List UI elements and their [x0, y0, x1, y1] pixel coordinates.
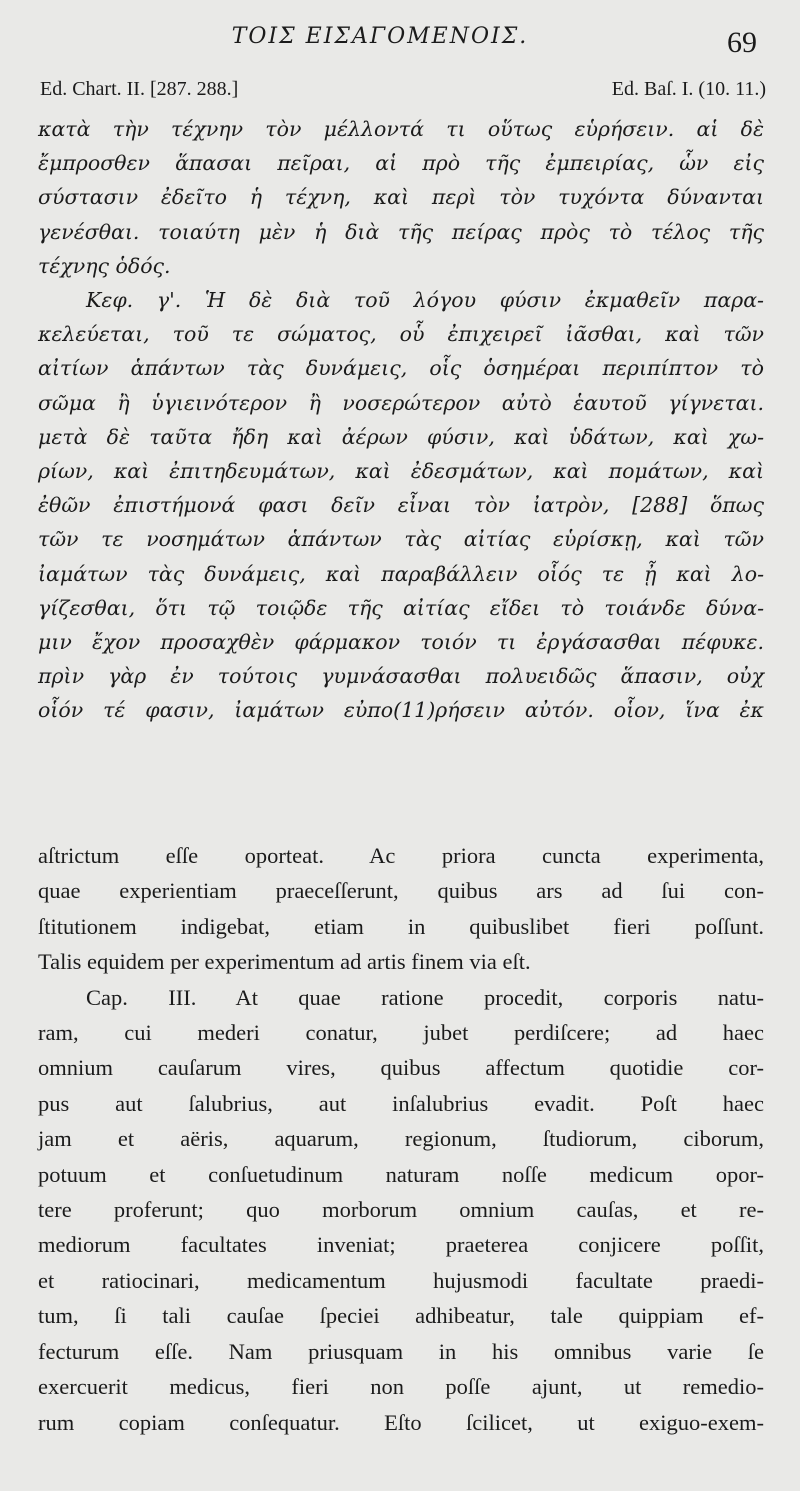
greek-line: ἰαμάτων τὰς δυνάμεις, καὶ παραβάλλειν οἷός τε ᾖ καὶ λο- — [38, 561, 764, 586]
latin-line: omnium cauſarum vires, quibus affectum quotidie cor- — [38, 1055, 764, 1081]
page-number: 69 — [727, 26, 757, 59]
edition-reference-right: Ed. Baſ. I. (10. 11.) — [611, 78, 766, 100]
greek-line: πρὶν γὰρ ἐν τούτοις γυμνάσασθαι πολυειδῶς ἅπασιν, οὐχ — [38, 664, 764, 689]
latin-line: rum copiam conſequatur. Eſto ſcilicet, ut exiguo-exem- — [38, 1409, 764, 1435]
greek-line: ἐθῶν ἐπιστήμονά φασι δεῖν εἶναι τὸν ἰατρὸν, [288] ὅπως — [38, 493, 764, 518]
greek-line: κατὰ τὴν τέχνην τὸν μέλλοντά τι οὕτως εὑρήσειν. αἱ δὲ — [38, 117, 764, 141]
greek-line: κελεύεται, τοῦ τε σώματος, οὗ ἐπιχειρεῖ ἰᾶσθαι, καὶ τῶν — [38, 322, 764, 347]
latin-line: pus aut ſalubrius, aut inſalubrius evadit. Poſt haec — [38, 1090, 764, 1116]
latin-line: et ratiocinari, medicamentum hujusmodi facultate praedi- — [38, 1267, 764, 1293]
greek-text-block — [38, 112, 764, 728]
greek-line: αἰτίων ἁπάντων τὰς δυνάμεις, οἷς ὁσημέραι περιπίπτον τὸ — [38, 356, 764, 381]
latin-chapter-heading-line: Cap. III. At quae ratione procedit, corporis natu- — [86, 984, 764, 1010]
greek-line: γίζεσθαι, ὅτι τῷ τοιῷδε τῆς αἰτίας εἴδει τὸ τοιάνδε δύνα- — [38, 595, 764, 620]
latin-line: exercuerit medicus, fieri non poſſe ajunt, ut remedio- — [38, 1374, 764, 1400]
latin-line: ram, cui mederi conatur, jubet perdiſcere; ad haec — [38, 1020, 764, 1046]
latin-line: ſtitutionem indigebat, etiam in quibuslibet fieri poſſunt. — [38, 913, 764, 939]
greek-line: μιν ἔχον προσαχθὲν φάρμακον τοιόν τι ἐργάσασθαι πέφυκε. — [38, 630, 764, 655]
latin-line: tere proferunt; quo morborum omnium cauſas, et re- — [38, 1197, 764, 1223]
latin-line: fecturum eſſe. Nam priusquam in his omnibus varie ſe — [38, 1338, 764, 1364]
greek-line: ἔμπροσθεν ἅπασαι πεῖραι, αἱ πρὸ τῆς ἐμπειρίας, ὧν εἰς — [38, 151, 764, 176]
greek-line: τέχνης ὁδός. — [38, 253, 171, 278]
edition-reference-left: Ed. Chart. II. [287. 288.] — [40, 78, 239, 100]
latin-line: potuum et conſuetudinum naturam noſſe medicum opor- — [38, 1161, 764, 1187]
greek-line: τῶν τε νοσημάτων ἁπάντων τὰς αἰτίας εὑρίσκῃ, καὶ τῶν — [38, 527, 764, 552]
greek-line: οἷόν τέ φασιν, ἰαμάτων εὐπο(11)ρήσειν αὐτόν. οἷον, ἵνα ἐκ — [38, 698, 764, 723]
greek-line: σῶμα ἢ ὑγιεινότερον ἢ νοσερώτερον αὐτὸ ἑαυτοῦ γίγνεται. — [38, 390, 764, 415]
latin-line: tum, ſi tali cauſae ſpeciei adhibeatur, tale quippiam ef- — [38, 1303, 764, 1329]
greek-chapter-heading-line: Κεφ. γ'. Ἡ δὲ διὰ τοῦ λόγου φύσιν ἐκμαθεῖν παρα- — [86, 288, 764, 313]
running-title: ΤΟΙΣ ΕΙΣΑΓΟΜΕΝΟΙΣ. — [231, 24, 529, 49]
greek-line: μετὰ δὲ ταῦτα ἤδη καὶ ἀέρων φύσιν, καὶ ὑδάτων, καὶ χω- — [38, 424, 764, 449]
greek-line: σύστασιν ἐδεῖτο ἡ τέχνη, καὶ περὶ τὸν τυχόντα δύνανται — [38, 185, 764, 210]
latin-line: mediorum facultates inveniat; praeterea conjicere poſſit, — [38, 1232, 764, 1258]
latin-line: quae experientiam praeceſſerunt, quibus ars ad ſui con- — [38, 878, 764, 904]
latin-line: aſtrictum eſſe oporteat. Ac priora cuncta experimenta, — [38, 843, 764, 868]
greek-line: γενέσθαι. τοιαύτη μὲν ἡ διὰ τῆς πείρας πρὸς τὸ τέλος τῆς — [38, 219, 764, 244]
greek-line: ρίων, καὶ ἐπιτηδευμάτων, καὶ ἐδεσμάτων, καὶ πομάτων, καὶ — [38, 459, 764, 484]
latin-text-block — [38, 838, 764, 1440]
latin-line: Talis equidem per experimentum ad artis finem via eſt. — [38, 949, 531, 975]
latin-line: jam et aëris, aquarum, regionum, ſtudiorum, ciborum, — [38, 1126, 764, 1152]
